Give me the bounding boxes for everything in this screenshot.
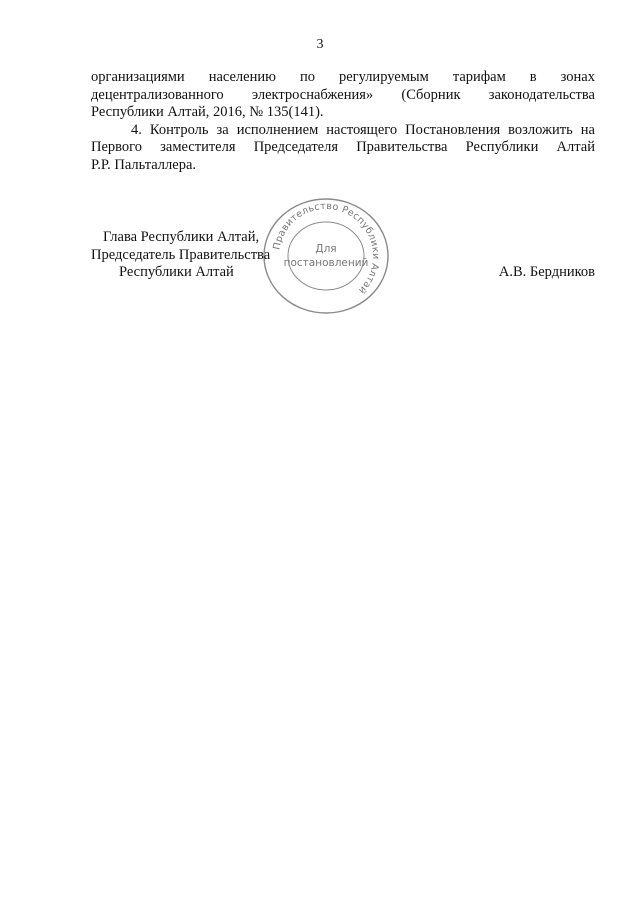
word: исполнением	[236, 121, 319, 138]
word: электроснабжения»	[251, 86, 374, 103]
word: Правительства	[356, 139, 448, 156]
word: децентрализованного	[91, 86, 224, 103]
paragraph-1-line-1	[91, 69, 595, 87]
seal-icon	[261, 196, 391, 316]
word: законодательства	[488, 86, 595, 103]
word: 4.	[131, 121, 142, 138]
word: в	[529, 69, 537, 85]
word: заместителя	[160, 139, 236, 156]
signatory-title-line-3: Республики Алтай	[119, 264, 234, 281]
document-body	[91, 69, 595, 175]
paragraph-2-line-1	[91, 122, 595, 140]
paragraph-2-line-3: Р.Р. Пальталлера.	[91, 156, 197, 173]
seal-inner-ring	[288, 222, 364, 290]
paragraph-2-line-2	[91, 139, 595, 157]
signatory-title-line-1: Глава Республики Алтай,	[103, 229, 260, 245]
word: организациями	[91, 69, 185, 85]
word: Республики	[465, 139, 539, 156]
word: возложить	[508, 121, 573, 138]
word: Контроль	[149, 121, 209, 138]
page-number: 3	[316, 37, 324, 52]
paragraph-1-line-2	[91, 87, 595, 105]
word: (Сборник	[401, 86, 461, 103]
word: Алтай	[556, 139, 595, 156]
word: регулируемым	[338, 69, 429, 85]
word: Первого	[91, 139, 142, 156]
word: населению	[208, 69, 276, 85]
seal-ring-text: Правительство Республики Алтай	[271, 200, 382, 296]
word: зонах	[560, 69, 595, 85]
paragraph-1-line-3: Республики Алтай, 2016, № 135(141).	[91, 104, 324, 121]
word: тарифам	[452, 69, 506, 85]
word: на	[580, 121, 595, 138]
word: по	[299, 69, 315, 85]
word: настоящего	[326, 121, 398, 138]
signatory-title	[91, 229, 270, 282]
seal-outer-ring	[264, 199, 388, 313]
seal-center-line-1: Для	[315, 243, 337, 255]
official-seal-stamp	[261, 196, 391, 316]
signatory-name: А.В. Бердников	[498, 264, 595, 280]
word: Постановления	[405, 121, 501, 138]
word: Председателя	[253, 139, 339, 156]
word: за	[216, 121, 229, 138]
signatory-title-line-2: Председатель Правительства	[91, 246, 271, 263]
seal-center-line-2: постановлений	[283, 257, 369, 269]
